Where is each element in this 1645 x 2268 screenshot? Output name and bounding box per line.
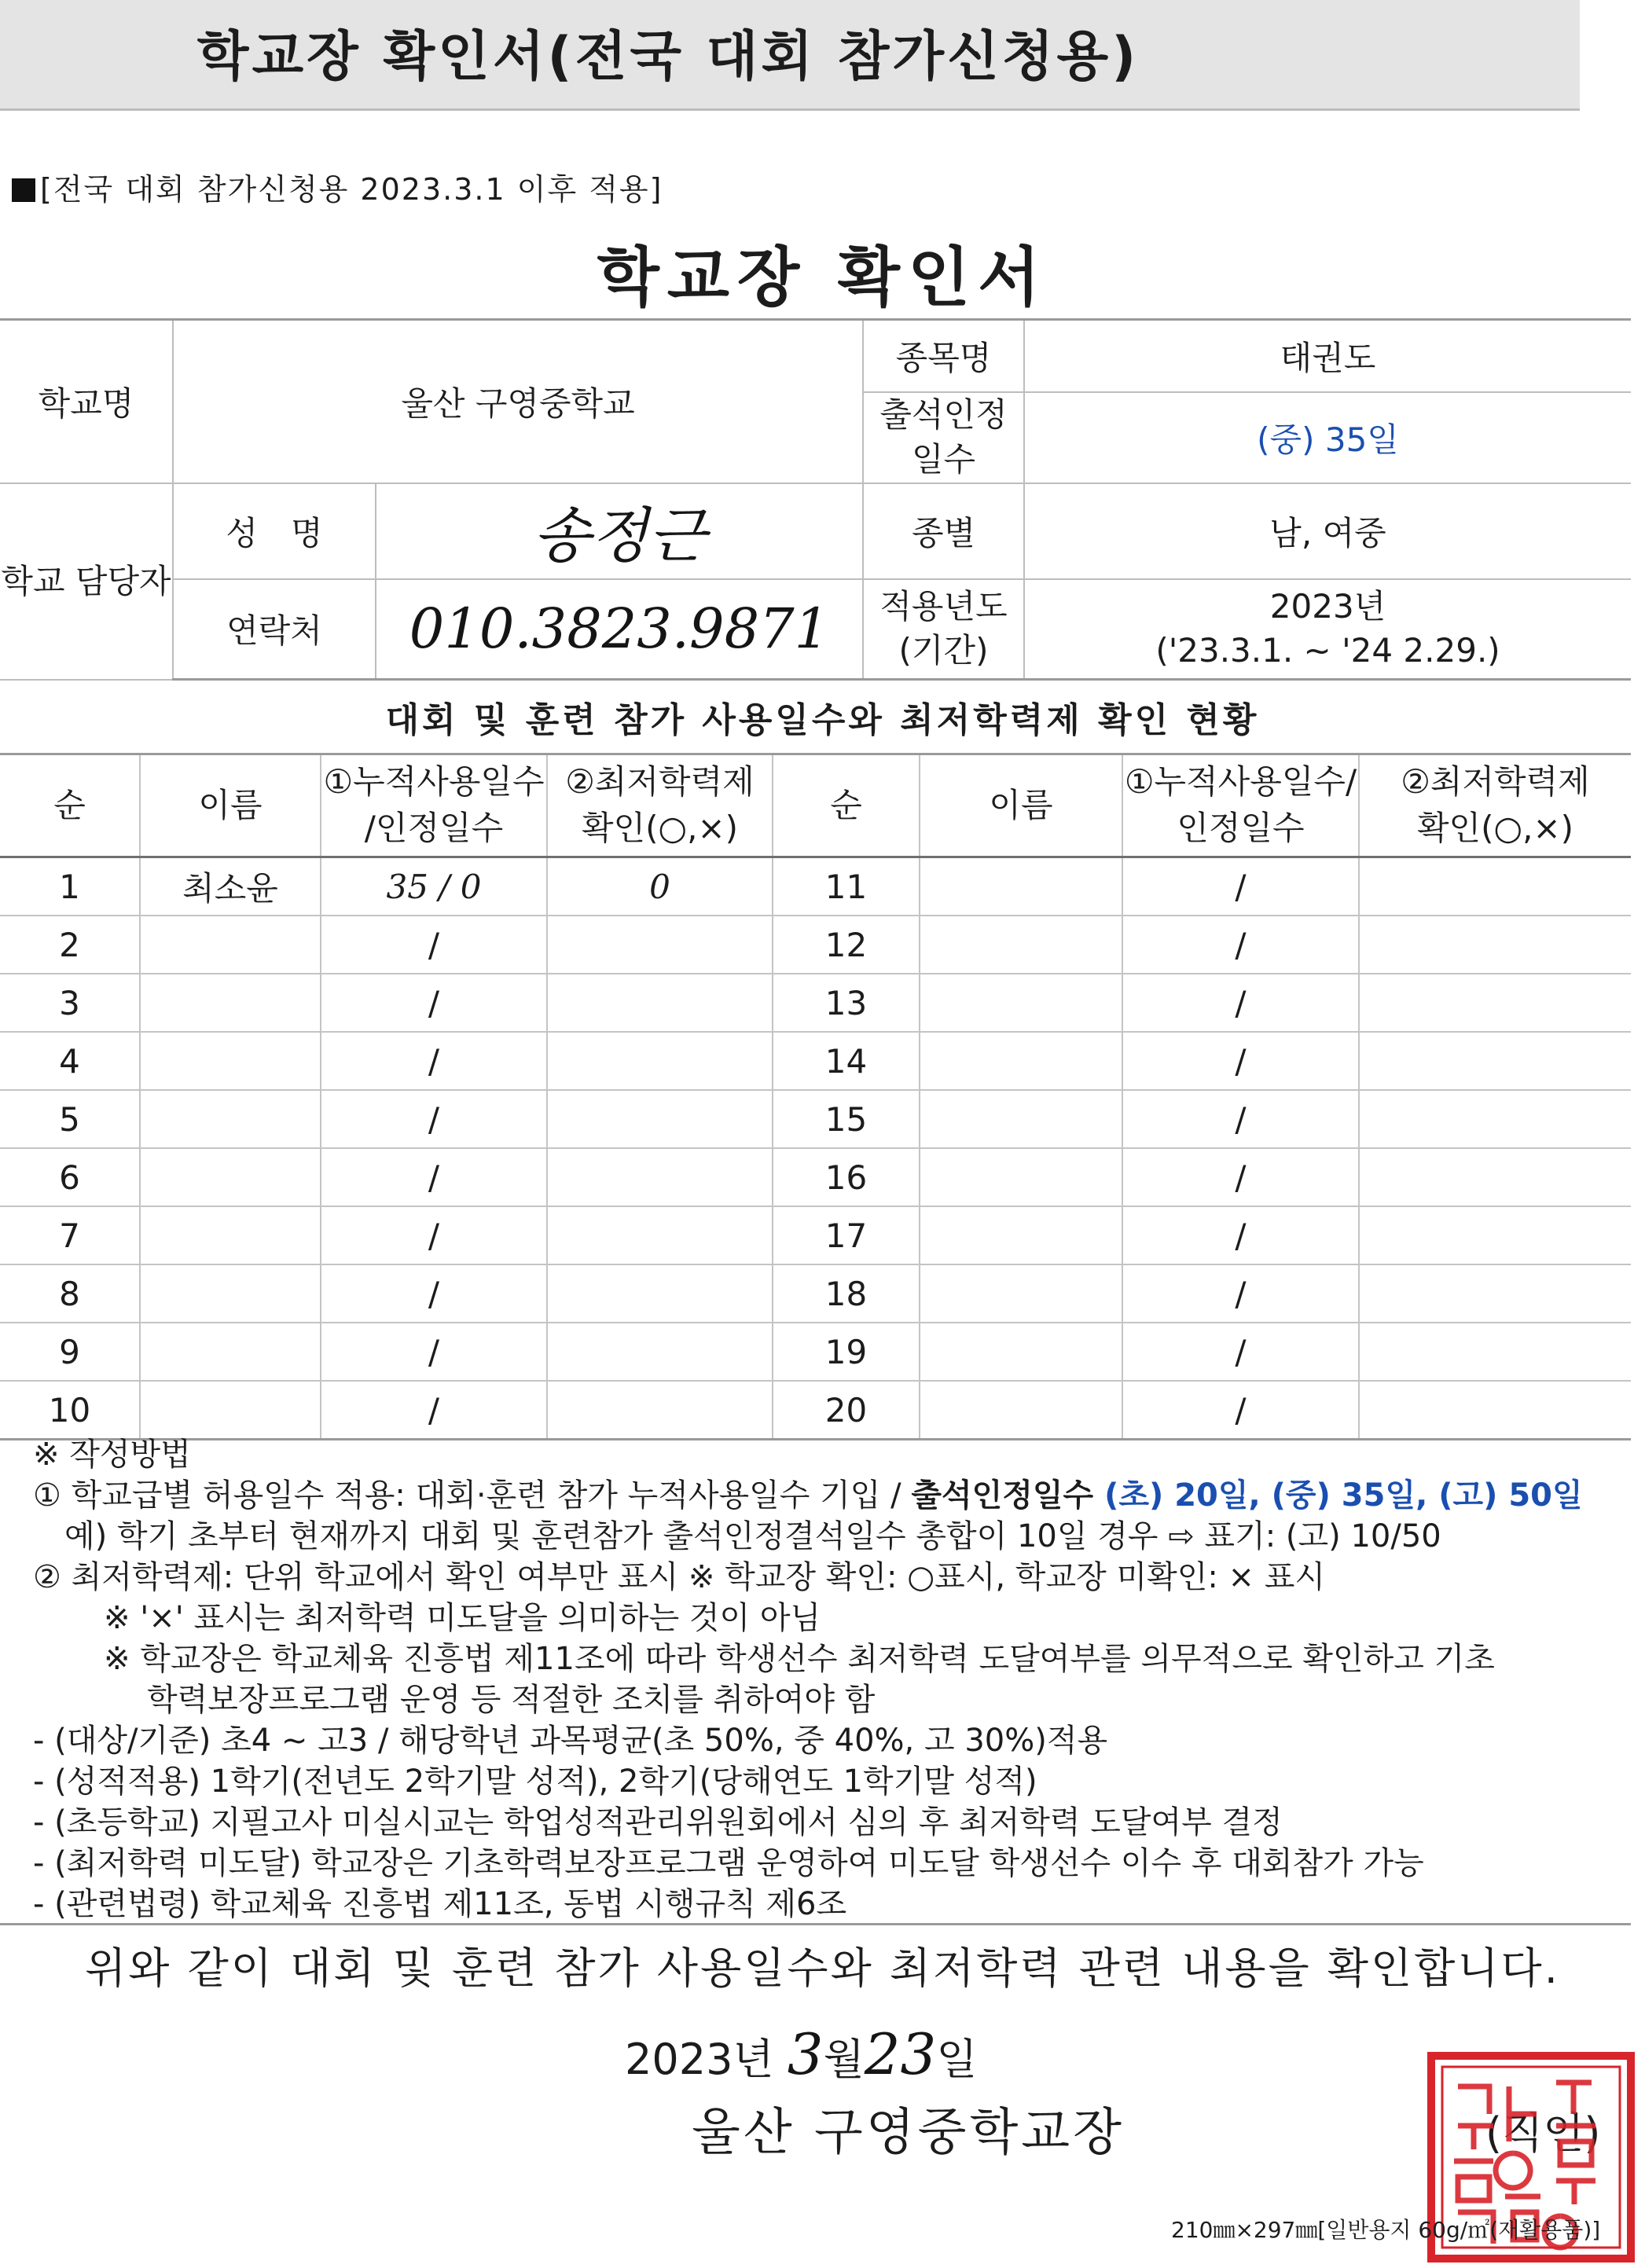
row-days-right: / <box>1122 1381 1359 1440</box>
row-no-left: 9 <box>0 1323 140 1381</box>
instruction-example: 예) 학기 초부터 현재까지 대회 및 훈련참가 출석인정결석일수 총합이 10일 경우 ⇨ 표기: (고) 10/50 <box>64 1518 1441 1554</box>
period-range: ('23.3.1. ~ '24 2.29.) <box>1155 631 1500 670</box>
table-row <box>0 1323 1631 1381</box>
staff-contact-value: 010.3823.9871 <box>376 579 863 680</box>
category-value: 남, 여중 <box>1024 483 1631 579</box>
row-days-right: / <box>1122 1264 1359 1323</box>
row-days-left: / <box>321 1264 547 1323</box>
date-day-number: 23 <box>864 2021 937 2087</box>
header-check-left <box>547 754 773 857</box>
period-year: 2023년 <box>1269 586 1386 626</box>
row-no-right: 19 <box>773 1323 920 1381</box>
row-no-left: 3 <box>0 974 140 1032</box>
row-check-right <box>1359 1323 1631 1381</box>
row-check-left: 0 <box>547 857 773 916</box>
row-no-left: 6 <box>0 1148 140 1206</box>
row-name-left <box>140 1032 321 1090</box>
row-days-right: / <box>1122 857 1359 916</box>
staff-name-value: 송정근 <box>376 483 863 579</box>
attendance-days-label: 출석인정 일수 <box>863 392 1024 483</box>
table-row <box>0 1148 1631 1206</box>
row-no-left: 8 <box>0 1264 140 1323</box>
header-check-right <box>1359 754 1631 857</box>
row-name-right <box>920 1323 1122 1381</box>
row-no-right: 12 <box>773 916 920 974</box>
row-no-left: 1 <box>0 857 140 916</box>
row-name-left: 최소윤 <box>140 857 321 916</box>
principal-name: 울산 구영중학교장 <box>692 2104 1125 2162</box>
table-row <box>0 1381 1631 1440</box>
row-check-right <box>1359 1148 1631 1206</box>
section-title: 대회 및 훈련 참가 사용일수와 최저학력제 확인 현황 <box>385 700 1260 740</box>
header-check-left-line2: 확인(○,×) <box>581 809 739 847</box>
row-name-right <box>920 974 1122 1032</box>
roster-header-row <box>0 754 1631 857</box>
instruction-dash-2: - (성적적용) 1학기(전년도 2학기말 성적), 2학기(당해연도 1학기말 성적) <box>33 1763 1037 1800</box>
row-days-left: / <box>321 1381 547 1440</box>
row-name-left <box>140 974 321 1032</box>
row-days-left: / <box>321 1148 547 1206</box>
square-bullet-icon <box>12 178 35 202</box>
row-check-left <box>547 1206 773 1264</box>
notice-text: [전국 대회 참가신청용 2023.3.1 이후 적용] <box>40 172 663 207</box>
instruction-item-1-days: (초) 20일, (중) 35일, (고) 50일 <box>1104 1477 1583 1514</box>
row-name-left <box>140 1381 321 1440</box>
notice-line <box>12 165 663 208</box>
row-check-left <box>547 1032 773 1090</box>
row-no-left: 10 <box>0 1381 140 1440</box>
row-no-left: 7 <box>0 1206 140 1264</box>
instruction-note-2-cont: 학력보장프로그램 운영 등 적절한 조치를 취하여야 함 <box>147 1682 876 1718</box>
instruction-dash-1: - (대상/기준) 초4 ~ 고3 / 해당학년 과목평균(초 50%, 중 40%, 고 30%)적용 <box>33 1723 1108 1759</box>
instruction-dash-5: - (관련법령) 학교체육 진흥법 제11조, 동법 시행규칙 제6조 <box>33 1886 847 1922</box>
instructions <box>33 1434 1636 1925</box>
table-row <box>0 1090 1631 1148</box>
instruction-dash-4: - (최저학력 미도달) 학교장은 기초학력보장프로그램 운영하여 미도달 학생선수 이수 후 대회참가 가능 <box>33 1845 1424 1881</box>
row-name-left <box>140 1323 321 1381</box>
row-name-left <box>140 1206 321 1264</box>
row-days-right: / <box>1122 1206 1359 1264</box>
row-name-right <box>920 857 1122 916</box>
banner-divider <box>0 108 1580 111</box>
row-check-left <box>547 1381 773 1440</box>
row-name-left <box>140 916 321 974</box>
instructions-heading: ※ 작성방법 <box>33 1437 191 1473</box>
row-days-right: / <box>1122 1323 1359 1381</box>
header-no-left: 순 <box>0 754 140 857</box>
banner-title: 학교장 확인서(전국 대회 참가신청용) <box>196 26 1140 88</box>
row-no-left: 5 <box>0 1090 140 1148</box>
row-check-right <box>1359 1206 1631 1264</box>
row-days-left: / <box>321 916 547 974</box>
row-days-right: / <box>1122 1148 1359 1206</box>
row-no-right: 16 <box>773 1148 920 1206</box>
staff-name-label: 성 명 <box>173 483 376 579</box>
row-check-left <box>547 1148 773 1206</box>
row-no-left: 4 <box>0 1032 140 1090</box>
row-name-right <box>920 916 1122 974</box>
header-days-right-line1: ①누적사용일수/ <box>1124 762 1357 802</box>
row-days-left: 35 / 0 <box>321 857 547 916</box>
row-check-right <box>1359 1264 1631 1323</box>
row-name-left <box>140 1264 321 1323</box>
row-days-right: / <box>1122 974 1359 1032</box>
attendance-days-value: (중) 35일 <box>1024 392 1631 483</box>
row-days-left: / <box>321 974 547 1032</box>
table-row <box>0 857 1631 916</box>
row-name-left <box>140 1090 321 1148</box>
row-no-right: 18 <box>773 1264 920 1323</box>
date-month-unit: 월 <box>823 2035 865 2084</box>
row-days-right: / <box>1122 1090 1359 1148</box>
row-check-left <box>547 916 773 974</box>
row-days-right: / <box>1122 1032 1359 1090</box>
header-name-left: 이름 <box>140 754 321 857</box>
instructions-divider <box>0 1923 1631 1925</box>
header-days-right-line2: 인정일수 <box>1177 809 1305 847</box>
row-check-left <box>547 974 773 1032</box>
staff-label: 학교 담당자 <box>0 483 173 680</box>
date-month-number: 3 <box>787 2021 824 2087</box>
instruction-item-2: ② 최저학력제: 단위 학교에서 확인 여부만 표시 ※ 학교장 확인: ○표시, 학교장 미확인: × 표시 <box>33 1559 1326 1595</box>
instruction-dash-3: - (초등학교) 지필고사 미실시교는 학업성적관리위원회에서 심의 후 최저학력 도달여부 결정 <box>33 1804 1283 1840</box>
event-label: 종목명 <box>863 320 1024 392</box>
date-year: 2023년 <box>625 2035 774 2084</box>
header-days-left-line1: ①누적사용일수 <box>323 762 545 802</box>
row-check-right <box>1359 857 1631 916</box>
instruction-note-1: ※ '×' 표시는 최저학력 미도달을 의미하는 것이 아님 <box>104 1600 821 1636</box>
date-day-unit: 일 <box>936 2035 978 2084</box>
table-row <box>0 1206 1631 1264</box>
row-days-left: / <box>321 1323 547 1381</box>
row-name-right <box>920 1381 1122 1440</box>
header-days-left <box>321 754 547 857</box>
row-check-left <box>547 1090 773 1148</box>
row-name-right <box>920 1032 1122 1090</box>
document-title: 학교장 확인서 <box>597 240 1048 315</box>
row-no-right: 17 <box>773 1206 920 1264</box>
row-days-left: / <box>321 1090 547 1148</box>
row-name-right <box>920 1206 1122 1264</box>
period-label: 적용년도 (기간) <box>863 579 1024 680</box>
row-check-right <box>1359 974 1631 1032</box>
instruction-item-1-emphasis: 출석인정일수 <box>911 1477 1105 1514</box>
paper-spec: 210㎜×297㎜[일반용지 60g/㎡(재활용품)] <box>1171 2217 1601 2243</box>
row-days-right: / <box>1122 916 1359 974</box>
row-name-right <box>920 1090 1122 1148</box>
category-label: 종별 <box>863 483 1024 579</box>
row-check-right <box>1359 1090 1631 1148</box>
header-check-right-line1: ②최저학력제 <box>1401 762 1590 802</box>
row-check-right <box>1359 1381 1631 1440</box>
row-no-left: 2 <box>0 916 140 974</box>
row-name-left <box>140 1148 321 1206</box>
period-value <box>1024 579 1631 680</box>
header-check-left-line1: ②최저학력제 <box>565 762 755 802</box>
row-name-right <box>920 1148 1122 1206</box>
row-check-right <box>1359 916 1631 974</box>
header-name-right: 이름 <box>920 754 1122 857</box>
row-check-left <box>547 1264 773 1323</box>
table-row <box>0 916 1631 974</box>
info-table <box>0 318 1631 681</box>
school-name-value: 울산 구영중학교 <box>173 320 863 483</box>
seal-label: (직인) <box>1485 2108 1601 2158</box>
school-name-label: 학교명 <box>0 320 173 483</box>
table-row <box>0 974 1631 1032</box>
row-no-right: 20 <box>773 1381 920 1440</box>
row-check-right <box>1359 1032 1631 1090</box>
row-no-right: 11 <box>773 857 920 916</box>
event-value: 태권도 <box>1024 320 1631 392</box>
table-row <box>0 1264 1631 1323</box>
header-days-left-line2: /인정일수 <box>364 809 504 847</box>
confirmation-text: 위와 같이 대회 및 훈련 참가 사용일수와 최저학력 관련 내용을 확인합니다. <box>85 1943 1560 1993</box>
header-no-right: 순 <box>773 754 920 857</box>
row-days-left: / <box>321 1032 547 1090</box>
row-name-right <box>920 1264 1122 1323</box>
instruction-item-1-text: ① 학교급별 허용일수 적용: 대회·훈련 참가 누적사용일수 기입 / <box>33 1477 912 1514</box>
row-days-left: / <box>321 1206 547 1264</box>
instruction-item-1 <box>33 1475 1636 1516</box>
row-no-right: 13 <box>773 974 920 1032</box>
issue-date <box>625 2021 978 2087</box>
roster-table <box>0 753 1631 1440</box>
header-check-right-line2: 확인(○,×) <box>1416 809 1574 847</box>
table-row <box>0 1032 1631 1090</box>
row-check-left <box>547 1323 773 1381</box>
row-no-right: 15 <box>773 1090 920 1148</box>
instruction-note-2: ※ 학교장은 학교체육 진흥법 제11조에 따라 학생선수 최저학력 도달여부를 의무적으로 확인하고 기초 <box>104 1641 1495 1677</box>
row-no-right: 14 <box>773 1032 920 1090</box>
staff-contact-label: 연락처 <box>173 579 376 680</box>
header-days-right <box>1122 754 1359 857</box>
